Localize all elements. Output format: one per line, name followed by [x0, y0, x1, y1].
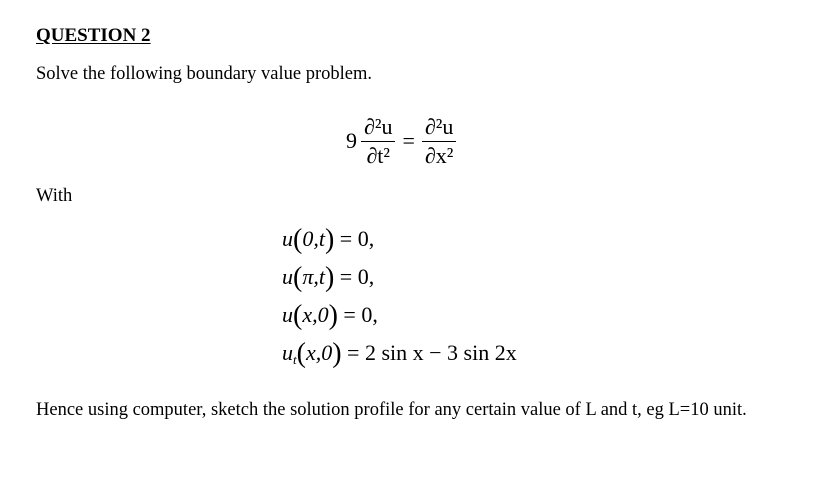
question-heading: QUESTION 2: [36, 25, 151, 46]
intro-text: Solve the following boundary value problem.: [36, 64, 373, 84]
condition-function: u: [282, 302, 293, 327]
lhs-denominator: ∂t²: [366, 142, 391, 168]
condition-function: u: [282, 340, 293, 365]
condition-args: 0,t: [302, 226, 325, 251]
condition-args: x,0: [302, 302, 329, 327]
condition-rhs: = 0,: [343, 302, 378, 327]
condition-function: u: [282, 264, 293, 289]
rhs-denominator: ∂x²: [424, 142, 454, 168]
hence-instruction: Hence using computer, sketch the solution profile for any certain value of L and t, eg L=10 unit.: [36, 400, 747, 420]
condition-subscript: t: [293, 352, 297, 367]
conditions-block: [282, 220, 517, 372]
pde-equals-sign: =: [402, 128, 415, 153]
condition-args: x,0: [305, 340, 333, 365]
condition-rhs: = 0,: [339, 226, 375, 251]
lhs-numerator: ∂²u: [364, 113, 393, 139]
condition-function: u: [282, 226, 293, 251]
condition-line: u(0,t) = 0,: [282, 224, 375, 255]
pde-coefficient: 9: [346, 128, 357, 153]
condition-rhs: = 2 sin x − 3 sin 2x: [347, 340, 517, 365]
rhs-numerator: ∂²u: [424, 113, 454, 139]
with-label: With: [36, 186, 73, 206]
lhs-fraction: [361, 113, 395, 170]
condition-line: u(π,t) = 0,: [282, 262, 375, 293]
condition-line: $u_t(x,0) = 2$ sin x − 3 sin 2x: [282, 338, 517, 369]
condition-args: π,t: [302, 264, 325, 289]
condition-line: u(x,0) = 0,: [282, 300, 378, 331]
rhs-fraction: [422, 113, 456, 170]
pde-equation: [346, 108, 460, 174]
condition-rhs: = 0,: [339, 264, 375, 289]
